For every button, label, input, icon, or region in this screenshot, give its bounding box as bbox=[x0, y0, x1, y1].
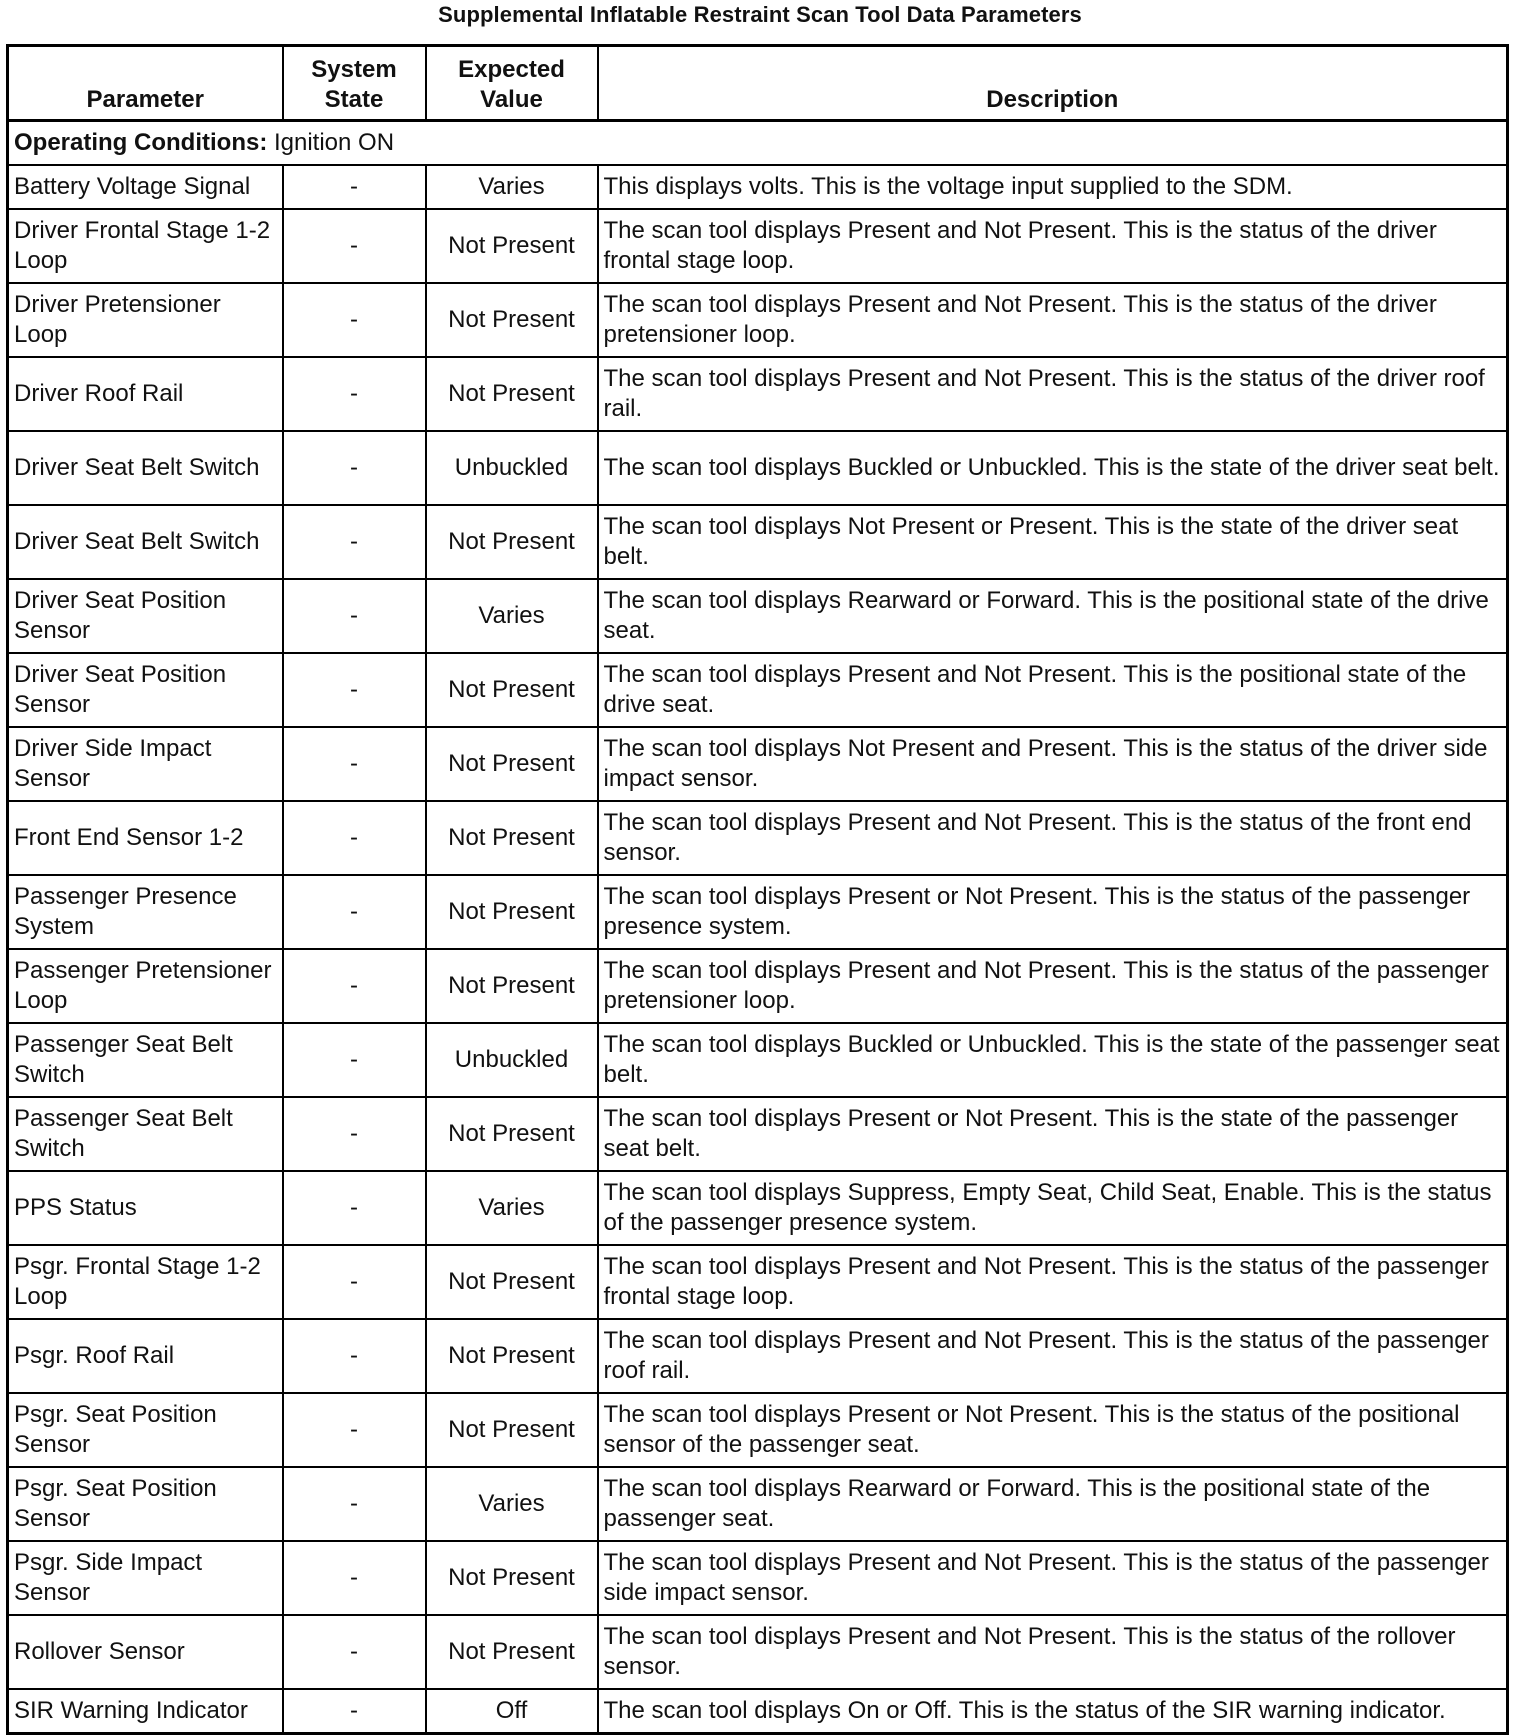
description-cell: This displays volts. This is the voltage input supplied to the SDM. bbox=[598, 165, 1508, 209]
system-state-cell: - bbox=[283, 283, 426, 357]
system-state-cell: - bbox=[283, 653, 426, 727]
expected-value-cell: Off bbox=[426, 1689, 598, 1734]
parameter-cell: Driver Pretensioner Loop bbox=[8, 283, 283, 357]
expected-value-cell: Not Present bbox=[426, 1541, 598, 1615]
description-cell: The scan tool displays Present and Not Present. This is the status of the passenger side impact sensor. bbox=[598, 1541, 1508, 1615]
system-state-cell: - bbox=[283, 1615, 426, 1689]
system-state-cell: - bbox=[283, 1023, 426, 1097]
operating-conditions-row bbox=[8, 121, 1508, 166]
system-state-cell: - bbox=[283, 1097, 426, 1171]
table-row bbox=[8, 1393, 1508, 1467]
expected-value-cell: Not Present bbox=[426, 875, 598, 949]
parameter-cell: Driver Seat Belt Switch bbox=[8, 431, 283, 505]
description-cell: The scan tool displays Present or Not Present. This is the status of the passenger presence system. bbox=[598, 875, 1508, 949]
description-cell: The scan tool displays Not Present or Present. This is the state of the driver seat belt. bbox=[598, 505, 1508, 579]
table-row bbox=[8, 505, 1508, 579]
system-state-cell: - bbox=[283, 1393, 426, 1467]
expected-value-cell: Not Present bbox=[426, 1615, 598, 1689]
system-state-cell: - bbox=[283, 1541, 426, 1615]
expected-value-cell: Varies bbox=[426, 165, 598, 209]
expected-value-cell: Not Present bbox=[426, 1319, 598, 1393]
table-row bbox=[8, 165, 1508, 209]
page-title: Supplemental Inflatable Restraint Scan Tool Data Parameters bbox=[438, 2, 1082, 27]
parameter-cell: Driver Seat Position Sensor bbox=[8, 653, 283, 727]
system-state-cell: - bbox=[283, 1467, 426, 1541]
expected-value-cell: Varies bbox=[426, 1171, 598, 1245]
column-header-description: Description bbox=[598, 46, 1508, 121]
table-row bbox=[8, 1097, 1508, 1171]
description-cell: The scan tool displays Not Present and Present. This is the status of the driver side impact sensor. bbox=[598, 727, 1508, 801]
expected-value-cell: Not Present bbox=[426, 357, 598, 431]
operating-conditions-value: Ignition ON bbox=[267, 129, 395, 156]
column-header-parameter: Parameter bbox=[8, 46, 283, 121]
parameter-cell: Passenger Pretensioner Loop bbox=[8, 949, 283, 1023]
description-cell: The scan tool displays Present or Not Present. This is the state of the passenger seat belt. bbox=[598, 1097, 1508, 1171]
table-row bbox=[8, 1467, 1508, 1541]
parameter-cell: Psgr. Seat Position Sensor bbox=[8, 1467, 283, 1541]
expected-value-cell: Unbuckled bbox=[426, 431, 598, 505]
system-state-cell: - bbox=[283, 801, 426, 875]
parameter-cell: Psgr. Seat Position Sensor bbox=[8, 1393, 283, 1467]
scan-tool-data-table bbox=[6, 44, 1509, 1735]
parameter-cell: Passenger Seat Belt Switch bbox=[8, 1097, 283, 1171]
system-state-cell: - bbox=[283, 1245, 426, 1319]
description-cell: The scan tool displays Suppress, Empty Seat, Child Seat, Enable. This is the status of the passenger presence system. bbox=[598, 1171, 1508, 1245]
description-cell: The scan tool displays Present and Not Present. This is the status of the driver roof rail. bbox=[598, 357, 1508, 431]
description-cell: The scan tool displays Present or Not Present. This is the status of the positional sensor of the passenger seat. bbox=[598, 1393, 1508, 1467]
description-cell: The scan tool displays Rearward or Forward. This is the positional state of the passenger seat. bbox=[598, 1467, 1508, 1541]
expected-value-cell: Not Present bbox=[426, 949, 598, 1023]
parameter-cell: Driver Side Impact Sensor bbox=[8, 727, 283, 801]
system-state-cell: - bbox=[283, 1689, 426, 1734]
parameter-cell: SIR Warning Indicator bbox=[8, 1689, 283, 1734]
expected-value-cell: Not Present bbox=[426, 283, 598, 357]
system-state-cell: - bbox=[283, 431, 426, 505]
description-cell: The scan tool displays Present and Not Present. This is the status of the passenger pretensioner loop. bbox=[598, 949, 1508, 1023]
table-row bbox=[8, 1171, 1508, 1245]
description-cell: The scan tool displays Buckled or Unbuckled. This is the state of the driver seat belt. bbox=[598, 431, 1508, 505]
system-state-cell: - bbox=[283, 875, 426, 949]
expected-value-cell: Not Present bbox=[426, 1393, 598, 1467]
expected-value-cell: Not Present bbox=[426, 727, 598, 801]
description-cell: The scan tool displays Present and Not Present. This is the status of the driver frontal stage loop. bbox=[598, 209, 1508, 283]
parameter-cell: Driver Frontal Stage 1-2 Loop bbox=[8, 209, 283, 283]
description-cell: The scan tool displays Present and Not Present. This is the status of the driver pretensioner loop. bbox=[598, 283, 1508, 357]
column-header-expected-value: Expected Value bbox=[426, 46, 598, 121]
table-row bbox=[8, 1689, 1508, 1734]
parameter-cell: Passenger Seat Belt Switch bbox=[8, 1023, 283, 1097]
table-row bbox=[8, 949, 1508, 1023]
operating-conditions-label: Operating Conditions: bbox=[14, 129, 268, 156]
system-state-cell: - bbox=[283, 727, 426, 801]
table-row bbox=[8, 1319, 1508, 1393]
description-cell: The scan tool displays Present and Not Present. This is the status of the front end sensor. bbox=[598, 801, 1508, 875]
operating-conditions-cell bbox=[8, 121, 1508, 166]
table-row bbox=[8, 1615, 1508, 1689]
parameter-cell: Passenger Presence System bbox=[8, 875, 283, 949]
table-row bbox=[8, 1245, 1508, 1319]
system-state-cell: - bbox=[283, 357, 426, 431]
parameter-cell: Battery Voltage Signal bbox=[8, 165, 283, 209]
description-cell: The scan tool displays Present and Not Present. This is the status of the passenger frontal stage loop. bbox=[598, 1245, 1508, 1319]
table-row bbox=[8, 1541, 1508, 1615]
expected-value-cell: Not Present bbox=[426, 1097, 598, 1171]
column-header-system-state: System State bbox=[283, 46, 426, 121]
parameter-cell: PPS Status bbox=[8, 1171, 283, 1245]
parameter-cell: Front End Sensor 1-2 bbox=[8, 801, 283, 875]
expected-value-cell: Unbuckled bbox=[426, 1023, 598, 1097]
system-state-cell: - bbox=[283, 579, 426, 653]
table-row bbox=[8, 875, 1508, 949]
system-state-cell: - bbox=[283, 165, 426, 209]
expected-value-cell: Not Present bbox=[426, 1245, 598, 1319]
table-row bbox=[8, 1023, 1508, 1097]
parameter-cell: Driver Seat Position Sensor bbox=[8, 579, 283, 653]
table-row bbox=[8, 727, 1508, 801]
parameter-cell: Driver Roof Rail bbox=[8, 357, 283, 431]
expected-value-cell: Varies bbox=[426, 1467, 598, 1541]
description-cell: The scan tool displays On or Off. This is the status of the SIR warning indicator. bbox=[598, 1689, 1508, 1734]
description-cell: The scan tool displays Present and Not Present. This is the positional state of the drive seat. bbox=[598, 653, 1508, 727]
table-row bbox=[8, 653, 1508, 727]
expected-value-cell: Not Present bbox=[426, 653, 598, 727]
system-state-cell: - bbox=[283, 1171, 426, 1245]
expected-value-cell: Not Present bbox=[426, 505, 598, 579]
parameter-cell: Rollover Sensor bbox=[8, 1615, 283, 1689]
system-state-cell: - bbox=[283, 949, 426, 1023]
table-row bbox=[8, 357, 1508, 431]
description-cell: The scan tool displays Buckled or Unbuckled. This is the state of the passenger seat belt. bbox=[598, 1023, 1508, 1097]
parameter-cell: Psgr. Roof Rail bbox=[8, 1319, 283, 1393]
expected-value-cell: Varies bbox=[426, 579, 598, 653]
system-state-cell: - bbox=[283, 505, 426, 579]
expected-value-cell: Not Present bbox=[426, 209, 598, 283]
table-row bbox=[8, 283, 1508, 357]
description-cell: The scan tool displays Rearward or Forward. This is the positional state of the drive seat. bbox=[598, 579, 1508, 653]
parameter-cell: Psgr. Side Impact Sensor bbox=[8, 1541, 283, 1615]
parameter-cell: Driver Seat Belt Switch bbox=[8, 505, 283, 579]
table-header-row bbox=[8, 46, 1508, 121]
parameter-cell: Psgr. Frontal Stage 1-2 Loop bbox=[8, 1245, 283, 1319]
system-state-cell: - bbox=[283, 209, 426, 283]
description-cell: The scan tool displays Present and Not Present. This is the status of the passenger roof rail. bbox=[598, 1319, 1508, 1393]
expected-value-cell: Not Present bbox=[426, 801, 598, 875]
system-state-cell: - bbox=[283, 1319, 426, 1393]
description-cell: The scan tool displays Present and Not Present. This is the status of the rollover sensor. bbox=[598, 1615, 1508, 1689]
table-row bbox=[8, 431, 1508, 505]
table-row bbox=[8, 579, 1508, 653]
table-row bbox=[8, 801, 1508, 875]
table-row bbox=[8, 209, 1508, 283]
